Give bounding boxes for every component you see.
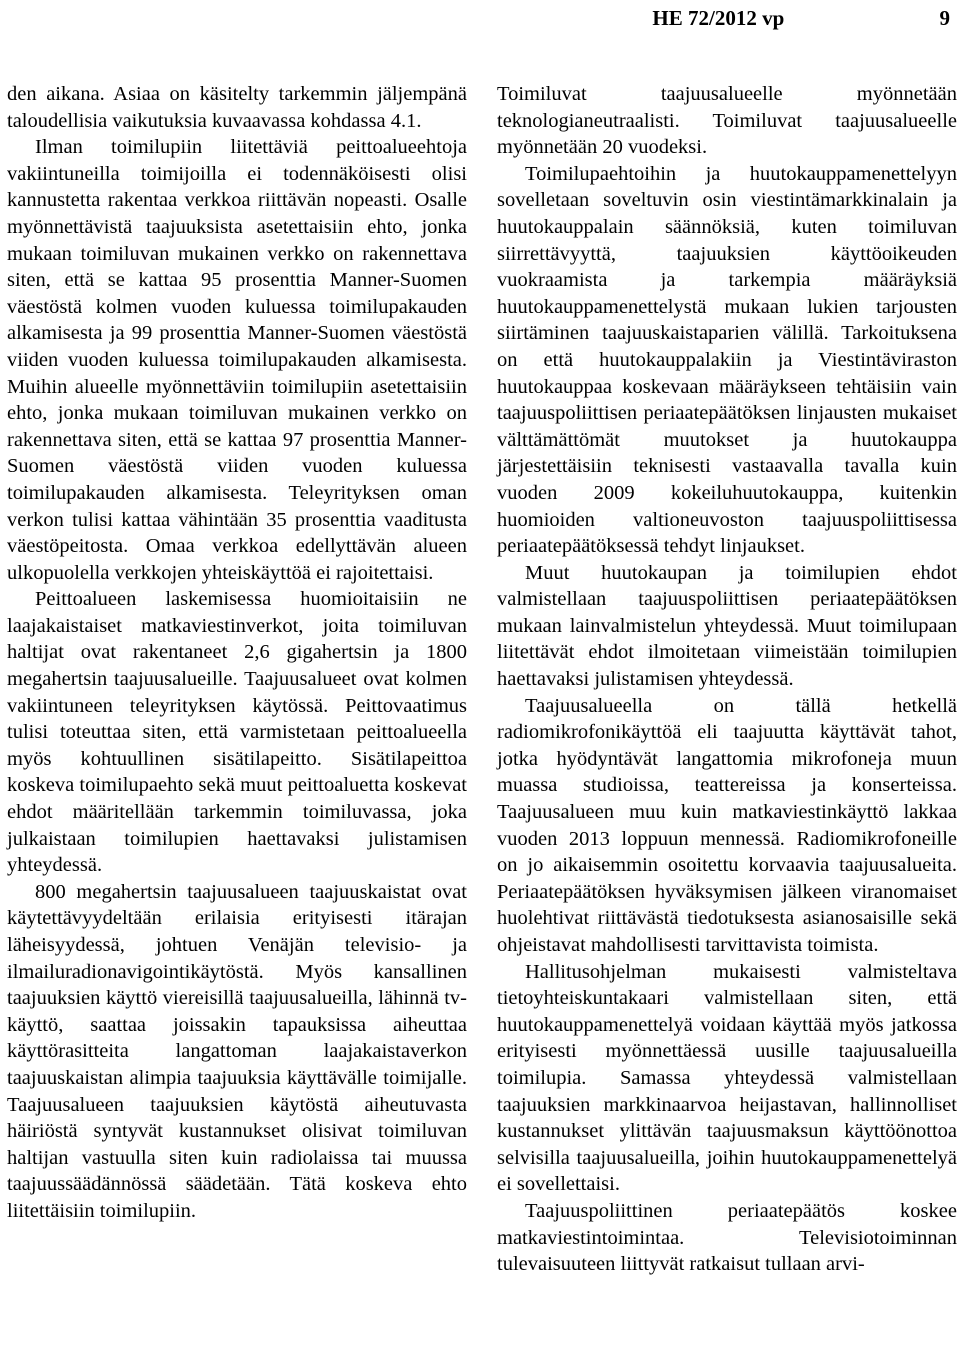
paragraph: den aikana. Asiaa on käsitelty tarkemmin jäljempänä taloudellisia vaikutuksia kuvaavassa kohdassa 4.1. [7,83,467,132]
paragraph: Hallitusohjelman mukaisesti valmisteltava tietoyhteiskuntakaari valmistellaan siten, että huutokauppamenettelyä voidaan käyttää myös jatkossa erityisesti myönnettäessä uusille taajuusalueilla toimilupia. Samassa yhteydessä valmistellaan taajuuksien markkinaarvoa heijastavan, hallinnolliset kustannukset ylittävän taajuusmaksun käyttöönottoa selvisilla taajuusalueilla, joihin huutokauppamenettelyä ei sovellettaisi. [497,960,957,1196]
paragraph: Ilman toimilupiin liitettäviä peittoalueehtoja vakiintuneilla toimijoilla ei todennäköisesti olisi kannustetta rakentaa verkkoa riittävän nopeasti. Osalle myönnettävistä taajuuksista asetettaisiin ehto, jonka mukaan toimiluvan mukainen verkko on rakennettava siten, että se kattaa 95 prosenttia Manner-Suomen väestöstä kolmen vuoden kuluessa toimilupakauden alkamisesta ja 99 prosenttia Manner-Suomen väestöstä viiden vuoden kuluessa toimilupakauden alkamisesta. Muihin alueelle myönnettäviin toimilupiin asetettaisiin ehto, jonka mukaan toimiluvan mukainen verkko on rakennettava siten, että se kattaa 97 prosenttia Manner-Suomen väestöstä viiden vuoden kuluessa toimilupakauden alkamisesta. Teleyrityksen oman verkon tulisi kattaa vähintään 35 prosenttia vaaditusta väestöpeitosta. Omaa verkkoa edellyttävän alueen ulkopuolella verkkojen yhteiskäyttöä ei rajoitettaisi. [7,136,467,584]
paragraph: Toimiluvat taajuusalueelle myönnetään teknologianeutraalisti. Toimiluvat taajuusalueelle myönnetään 20 vuodeksi. [497,83,957,159]
paragraph: Toimilupaehtoihin ja huutokauppamenettelyyn sovelletaan soveltuvin osin viestintämarkkinalain ja huutokauppalain säännöksiä, kuten toimiluvan siirrettävyyttä, taajuuksien käyttöoikeuden vuokraamista ja tarkempia määräyksiä huutokauppamenettelystä mukaan lukien tarjousten siirtäminen taajuuskaistaparien välillä. Tarkoituksena on että huutokauppalakiin ja Viestintäviraston huutokauppaa koskevaan määräykseen tehtäisiin vain taajuuspoliittisen periaatepäätöksen linjausten mukaiset välttämättömät muutokset ja huutokauppa järjestettäisiin teknisesti vastaavalla tavalla kuin vuoden 2009 kokeiluhuutokauppa, kuitenkin huomioiden valtioneuvoston taajuuspoliittisessa periaatepäätöksessä tehdyt linjaukset. [497,162,957,558]
document-id: HE 72/2012 vp [652,6,785,30]
page-number: 9 [939,6,950,30]
left-column [7,81,467,1225]
paragraph: Taajuusalueella on tällä hetkellä radiomikrofonikäyttöä eli taajuutta käyttävät tahot, jotka hyödyntävät langattomia mikrofoneja muun muassa studioissa, teattereissa ja konserteissa. Taajuusalueen muu kuin matkaviestinkäyttö lakkaa vuoden 2013 loppuun mennessä. Radiomikrofoneille on jo aikaisemmin osoitettu korvaavia taajuusalueita. Periaatepäätöksen hyväksymisen jälkeen viranomaiset huolehtivat riittävästä tiedotuksesta asianosaisille sekä ohjeistavat mahdollisesti tarvittavista toimista. [497,694,957,956]
paragraph: 800 megahertsin taajuusalueen taajuuskaistat ovat käytettävyydeltään erilaisia erityisesti itärajan läheisyydessä, johtuen Venäjän televisio- ja ilmailuradionavigointikäytöstä. Myös kansallinen taajuuksien käyttö viereisillä taajuusalueilla, lähinnä tv-käyttö, saattaa joissakin tapauksissa aiheuttaa käyttörasitteita langattoman laajakaistaverkon taajuuskaistan alimpia taajuuksia käyttävälle toimijalle. Taajuusalueen taajuuksien käytöstä aiheutuvasta häiriöstä syntyvät kustannukset olisivat toimiluvan haltijan vastuulla siten kuin radiolaissa tai muussa taajuussäädännössä säädetään. Tätä koskeva ehto liitettäisiin toimilupiin. [7,880,467,1222]
page-header [0,4,950,32]
paragraph: Taajuuspoliittinen periaatepäätös koskee matkaviestintoimintaa. Televisiotoiminnan tulevaisuuteen liittyvät ratkaisut tullaan arvi- [497,1199,957,1276]
right-column [497,81,957,1278]
paragraph: Peittoalueen laskemisessa huomioitaisiin ne laajakaistaiset matkaviestinverkot, joita toimiluvan haltijat ovat rakentaneet 2,6 gigahertsin ja 1800 megahertsin taajuusalueille. Taajuusalueet ovat kolmen vakiintuneen teleyrityksen käytössä. Peittovaatimus tulisi toteuttaa siten, että varmistetaan peittoalueella myös kohtuullinen sisätilapeitto. Sisätilapeittoa koskeva toimilupaehto sekä muut peittoaluetta koskevat ehdot määritellään tarkemmin toimiluvassa, joka julkaistaan toimilupien haettavaksi julistamisen yhteydessä. [7,588,467,877]
paragraph: Muut huutokaupan ja toimilupien ehdot valmistellaan taajuuspoliittisen periaatepäätöksen mukaan lainvalmistelun yhteydessä. Muut toimilupaan liitettävät ehdot ilmoitetaan viimeistään toimilupien haettavaksi julistamisen yhteydessä. [497,561,957,691]
